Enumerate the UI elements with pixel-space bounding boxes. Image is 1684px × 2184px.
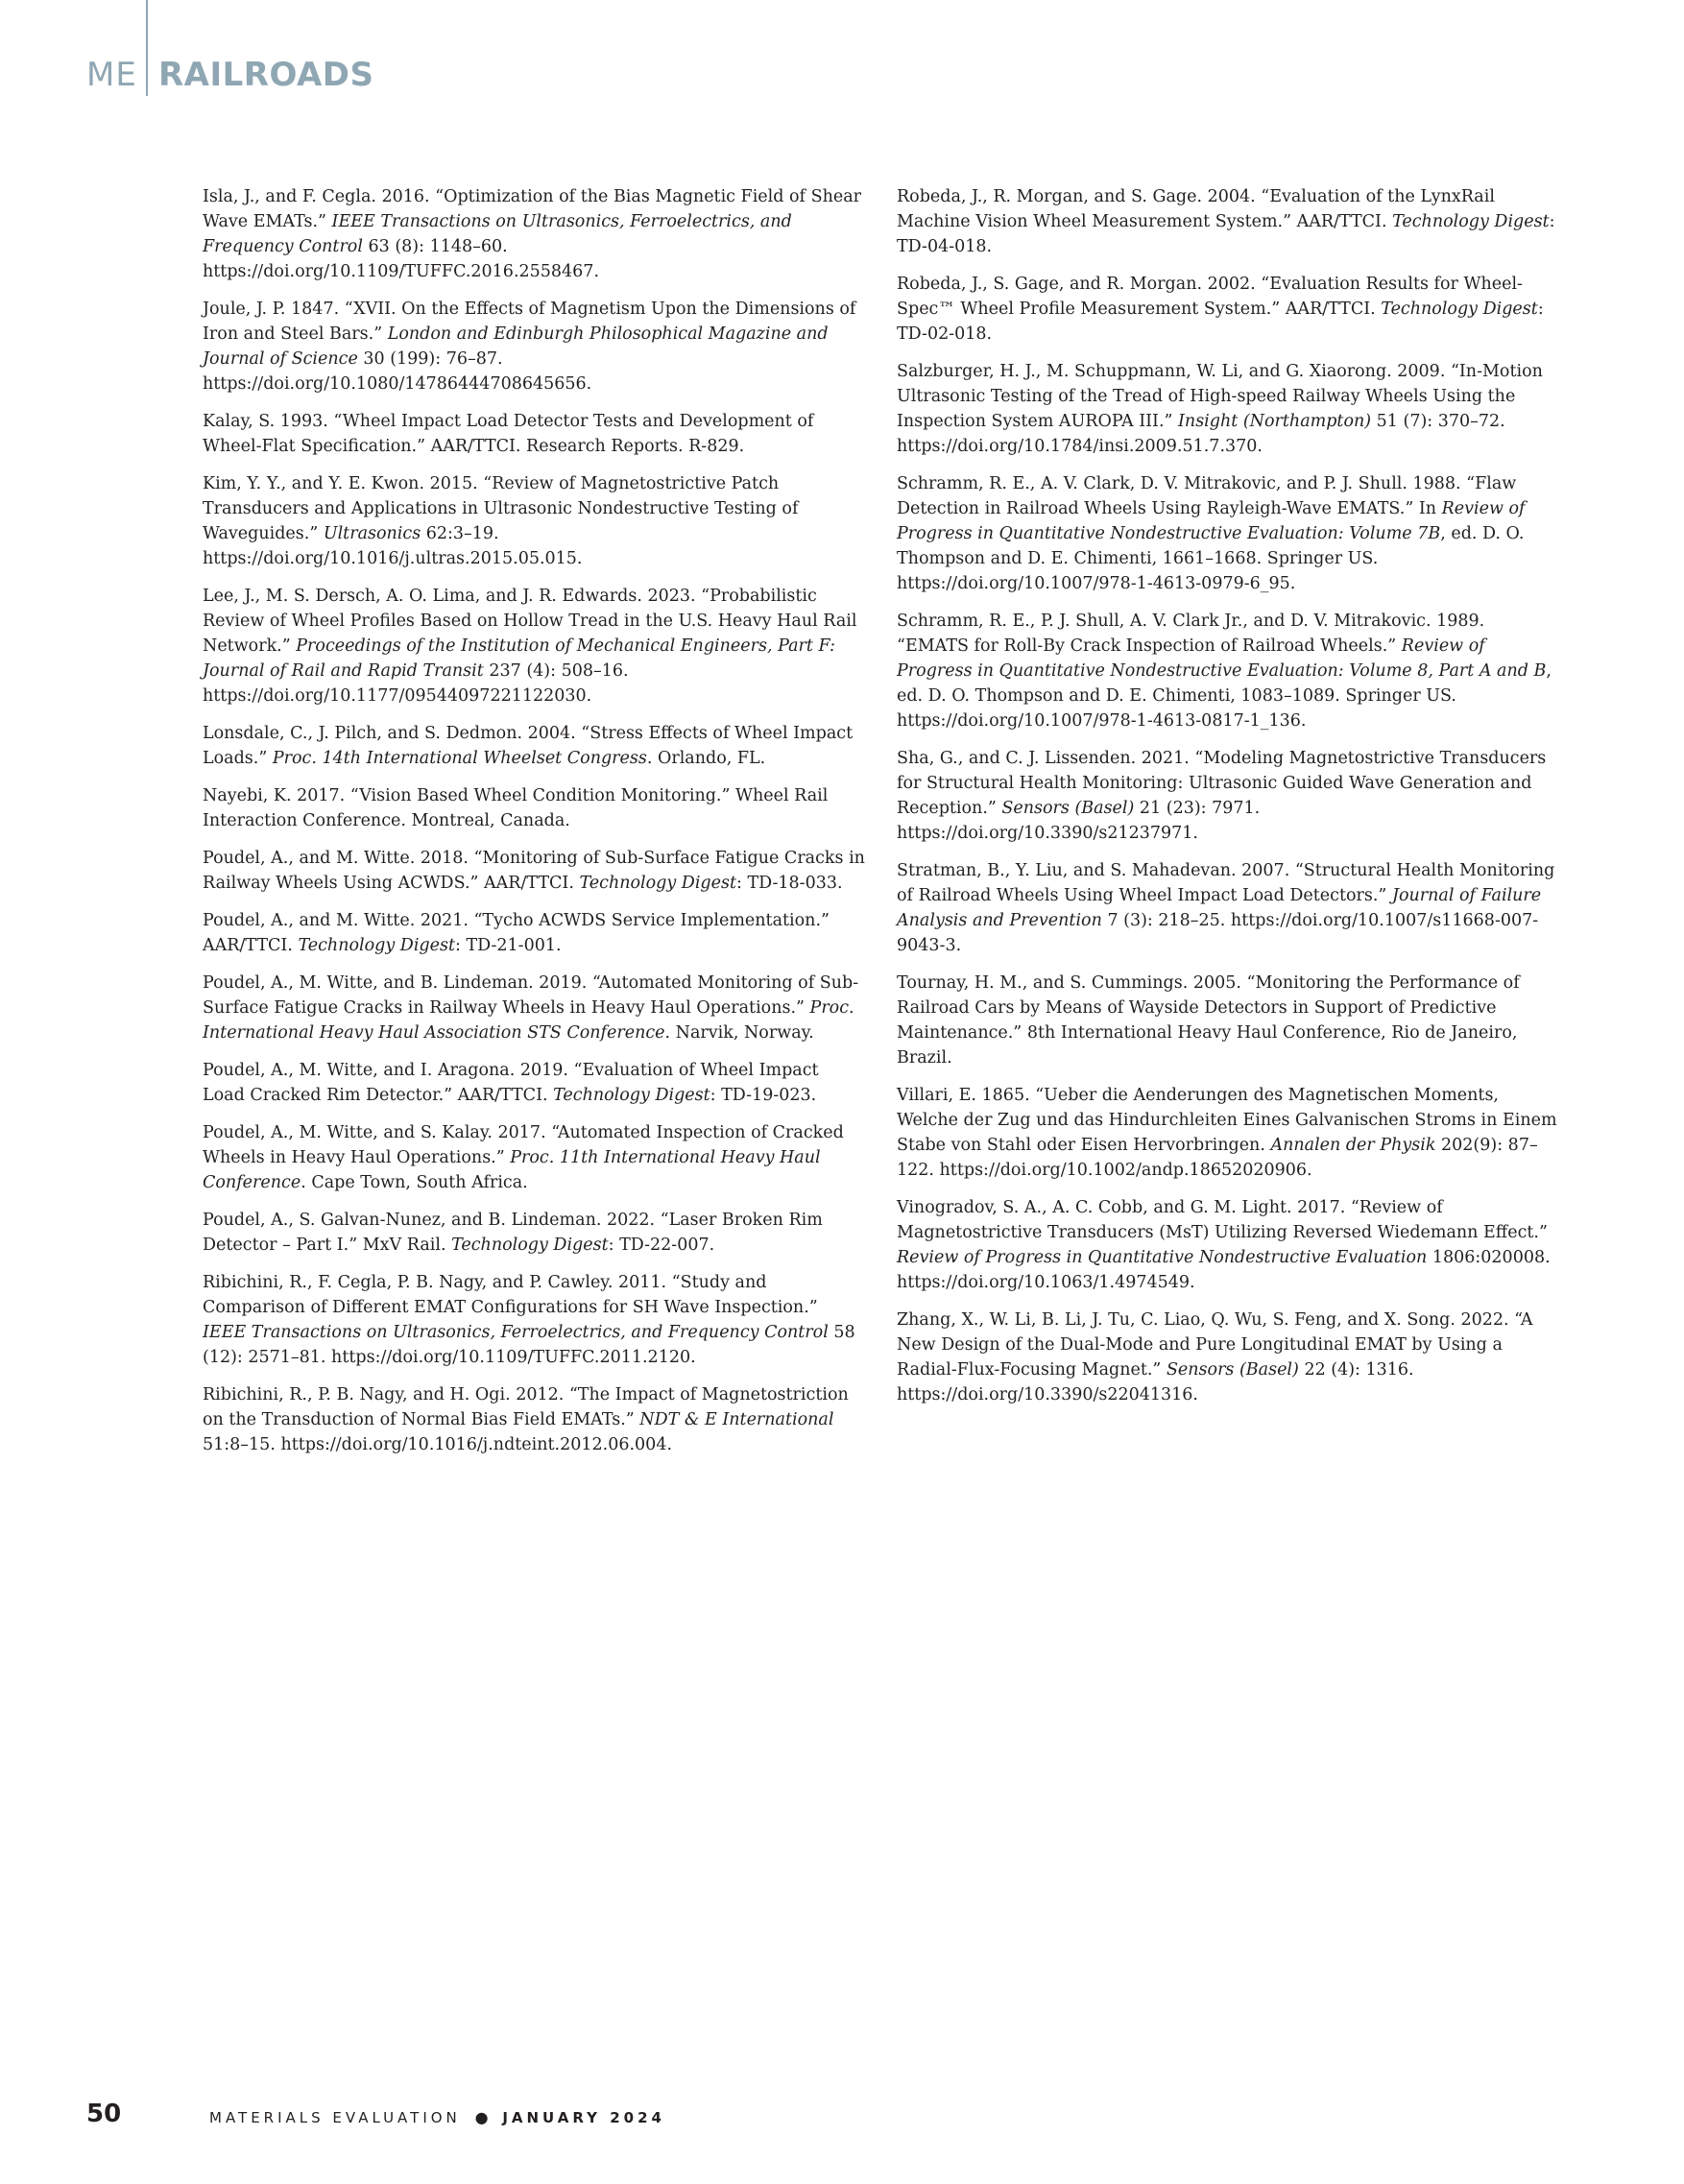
reference-entry [203,1208,865,1258]
reference-entry [203,908,865,958]
reference-source-title: Review of Progress in Quantitative Nondestructive Evaluation [897,1248,1428,1267]
page-number: 50 [86,2100,122,2128]
reference-text: Schramm, R. E., A. V. Clark, D. V. Mitrakovic, and P. J. Shull. 1988. “Flaw Detection in Railroad Wheels Using Rayleigh-Wave EMATS.” In [897,474,1517,518]
reference-text: Poudel, A., and M. Witte. 2021. “Tycho ACWDS Service Implementation.” AAR/TTCI. [203,911,830,955]
reference-text: : TD-18-033. [736,874,843,893]
reference-text: Joule, J. P. 1847. “XVII. On the Effects of Magnetism Upon the Dimensions of Iron and Steel Bars.” [203,300,856,344]
reference-source-title: Proc. International Heavy Haul Association STS Conference [203,998,854,1043]
reference-entry [203,184,865,284]
reference-entry [897,746,1559,846]
reference-entry [897,1083,1559,1183]
references-left-column [203,184,865,1470]
reference-text: . Orlando, FL. [646,749,766,768]
footer-bullet: ● [474,2108,489,2126]
reference-text: Schramm, R. E., P. J. Shull, A. V. Clark Jr., and D. V. Mitrakovic. 1989. “EMATS for Roll-By Crack Inspection of Railroad Wheels.” [897,612,1485,656]
reference-source-title: IEEE Transactions on Ultrasonics, Ferroelectrics, and Frequency Control [203,1323,829,1342]
reference-source-title: Proc. 14th International Wheelset Congress [272,749,647,768]
reference-text: Poudel, A., M. Witte, and I. Aragona. 2019. “Evaluation of Wheel Impact Load Cracked Rim Detector.” AAR/TTCI. [203,1061,819,1105]
reference-entry [897,1195,1559,1295]
reference-text: 237 (4): 508–16. https://doi.org/10.1177/09544097221122030. [203,661,629,706]
reference-text: : TD-22-007. [608,1236,715,1255]
reference-entry [897,971,1559,1070]
references-right-column [897,184,1559,1420]
reference-text: , ed. D. O. Thompson and D. E. Chimenti, 1083–1089. Springer US. https://doi.org/10.1007/978-1-4613-0817-1_136. [897,661,1552,731]
reference-text: 51:8–15. https://doi.org/10.1016/j.ndteint.2012.06.004. [203,1435,673,1454]
reference-source-title: Review of Progress in Quantitative Nondestructive Evaluation: Volume 8, Part A and B [897,636,1547,681]
reference-text: . Cape Town, South Africa. [301,1173,528,1192]
reference-text: Ribichini, R., P. B. Nagy, and H. Ogi. 2012. “The Impact of Magnetostriction on the Transduction of Normal Bias Field EMATs.” [203,1385,849,1429]
reference-source-title: Review of Progress in Quantitative Nondestructive Evaluation: Volume 7B [897,499,1526,543]
reference-text: 51 (7): 370–72. https://doi.org/10.1784/insi.2009.51.7.370. [897,412,1505,456]
reference-entry [203,846,865,896]
reference-text: Lee, J., M. S. Dersch, A. O. Lima, and J. R. Edwards. 2023. “Probabilistic Review of Wheel Profiles Based on Hollow Tread in the U.S. Heavy Haul Rail Network.” [203,587,857,656]
reference-entry [203,1270,865,1370]
running-footer [209,2108,665,2126]
reference-text: : TD-02-018. [897,300,1544,344]
reference-entry [203,1120,865,1195]
reference-text: Vinogradov, S. A., A. C. Cobb, and G. M. Light. 2017. “Review of Magnetostrictive Transducers (MsT) Utilizing Reversed Wiedemann Effect.” [897,1198,1548,1242]
reference-text: 7 (3): 218–25. https://doi.org/10.1007/s11668-007-9043-3. [897,911,1539,955]
reference-entry [897,184,1559,259]
reference-entry [897,272,1559,347]
header-rule [146,0,148,96]
reference-text: Poudel, A., M. Witte, and S. Kalay. 2017. “Automated Inspection of Cracked Wheels in Heavy Haul Operations.” [203,1123,844,1167]
reference-entry [897,359,1559,459]
reference-entry [203,297,865,396]
reference-text: Zhang, X., W. Li, B. Li, J. Tu, C. Liao, Q. Wu, S. Feng, and X. Song. 2022. “A New Design of the Dual-Mode and Pure Longitudinal EMAT by Using a Radial-Flux-Focusing Magnet.” [897,1310,1533,1380]
reference-entry [203,783,865,833]
reference-text: : TD-21-001. [455,936,562,955]
reference-entry [203,409,865,459]
reference-text: Kim, Y. Y., and Y. E. Kwon. 2015. “Review of Magnetostrictive Patch Transducers and Applications in Ultrasonic Nondestructive Testing of Waveguides.” [203,474,799,543]
reference-entry [203,1058,865,1108]
reference-text: 21 (23): 7971. https://doi.org/10.3390/s21237971. [897,799,1261,843]
reference-entry [897,609,1559,733]
reference-entry [203,721,865,771]
reference-text: Ribichini, R., F. Cegla, P. B. Nagy, and P. Cawley. 2011. “Study and Comparison of Different EMAT Configurations for SH Wave Inspection.” [203,1273,818,1317]
reference-source-title: Sensors (Basel) [1166,1360,1299,1380]
reference-source-title: Proceedings of the Institution of Mechanical Engineers, Part F: Journal of Rail and Rapid Transit [203,636,835,681]
reference-text: Salzburger, H. J., M. Schuppmann, W. Li, and G. Xiaorong. 2009. “In-Motion Ultrasonic Testing of the Tread of High-speed Railway Wheels Using the Inspection System AUROPA III.” [897,362,1543,431]
publication-name: MATERIALS EVALUATION [209,2109,461,2126]
reference-entry [203,584,865,708]
reference-entry [897,1308,1559,1407]
reference-source-title: London and Edinburgh Philosophical Magazine and Journal of Science [203,324,829,369]
reference-text: Sha, G., and C. J. Lissenden. 2021. “Modeling Magnetostrictive Transducers for Structural Health Monitoring: Ultrasonic Guided Wave Generation and Reception.” [897,749,1547,818]
reference-source-title: Technology Digest [298,936,455,955]
reference-text: , ed. D. O. Thompson and D. E. Chimenti, 1661–1668. Springer US. https://doi.org/10.1007/978-1-4613-0979-6_95. [897,524,1525,593]
reference-text: Isla, J., and F. Cegla. 2016. “Optimization of the Bias Magnetic Field of Shear Wave EMATs.” [203,187,861,231]
reference-text: . Narvik, Norway. [664,1023,814,1043]
reference-source-title: Insight (Northampton) [1178,412,1372,431]
reference-text: Kalay, S. 1993. “Wheel Impact Load Detector Tests and Development of Wheel-Flat Specification.” AAR/TTCI. Research Reports. R-829. [203,412,814,456]
reference-entry [203,971,865,1045]
reference-text: Robeda, J., S. Gage, and R. Morgan. 2002. “Evaluation Results for Wheel-Spec™ Wheel Profile Measurement System.” AAR/TTCI. [897,275,1523,319]
reference-source-title: Annalen der Physik [1270,1136,1436,1155]
reference-entry [203,1382,865,1457]
reference-text: Stratman, B., Y. Liu, and S. Mahadevan. 2007. “Structural Health Monitoring of Railroad Wheels Using Wheel Impact Load Detectors.” [897,861,1555,905]
reference-source-title: Technology Digest [579,874,737,893]
reference-text: Poudel, A., and M. Witte. 2018. “Monitoring of Sub-Surface Fatigue Cracks in Railway Wheels Using ACWDS.” AAR/TTCI. [203,849,865,893]
reference-entry [897,858,1559,958]
reference-text: 1806:020008. https://doi.org/10.1063/1.4974549. [897,1248,1551,1292]
reference-text: 22 (4): 1316. https://doi.org/10.3390/s22041316. [897,1360,1414,1404]
reference-entry [897,471,1559,596]
reference-text: : TD-19-023. [710,1086,817,1105]
reference-text: 30 (199): 76–87. https://doi.org/10.1080/14786444708645656. [203,349,592,394]
reference-source-title: Technology Digest [1381,300,1538,319]
reference-text: 58 (12): 2571–81. https://doi.org/10.1109/TUFFC.2011.2120. [203,1323,855,1367]
reference-text: : TD-04-018. [897,212,1555,256]
reference-source-title: Proc. 11th International Heavy Haul Conference [203,1148,821,1192]
reference-text: Nayebi, K. 2017. “Vision Based Wheel Condition Monitoring.” Wheel Rail Interaction Conference. Montreal, Canada. [203,786,829,830]
reference-source-title: Sensors (Basel) [1001,799,1135,818]
reference-text: Villari, E. 1865. “Ueber die Aenderungen des Magnetischen Moments, Welche der Zug und das Hindurchleiten Eines Galvanischen Stroms in Einem Stabe von Stahl oder Eisen Hervorbringen. [897,1086,1557,1155]
reference-source-title: NDT & E International [639,1410,834,1429]
reference-entry [203,471,865,571]
reference-text: Poudel, A., S. Galvan-Nunez, and B. Lindeman. 2022. “Laser Broken Rim Detector – Part I.” MxV Rail. [203,1211,823,1255]
reference-text: 202(9): 87–122. https://doi.org/10.1002/andp.18652020906. [897,1136,1538,1180]
magazine-abbr: ME [86,56,137,94]
reference-text: Robeda, J., R. Morgan, and S. Gage. 2004. “Evaluation of the LynxRail Machine Vision Wheel Measurement System.” AAR/TTCI. [897,187,1495,231]
reference-text: 62:3–19. https://doi.org/10.1016/j.ultras.2015.05.015. [203,524,583,568]
reference-text: Tournay, H. M., and S. Cummings. 2005. “Monitoring the Performance of Railroad Cars by Means of Wayside Detectors in Support of Predictive Maintenance.” 8th International Heavy Haul Conference, Rio de Janeiro, Brazil. [897,973,1520,1068]
reference-source-title: IEEE Transactions on Ultrasonics, Ferroelectrics, and Frequency Control [203,212,792,256]
reference-text: Lonsdale, C., J. Pilch, and S. Dedmon. 2004. “Stress Effects of Wheel Impact Loads.” [203,724,854,768]
section-title: RAILROADS [158,56,374,94]
reference-text: 63 (8): 1148–60. https://doi.org/10.1109/TUFFC.2016.2558467. [203,237,600,281]
reference-source-title: Ultrasonics [323,524,421,543]
issue-date: JANUARY 2024 [502,2109,665,2126]
reference-source-title: Technology Digest [553,1086,710,1105]
reference-text: Poudel, A., M. Witte, and B. Lindeman. 2019. “Automated Monitoring of Sub-Surface Fatigue Cracks in Railway Wheels in Heavy Haul Operations.” [203,973,859,1018]
reference-source-title: Technology Digest [451,1236,609,1255]
reference-source-title: Journal of Failure Analysis and Prevention [897,886,1542,930]
reference-source-title: Technology Digest [1392,212,1550,231]
